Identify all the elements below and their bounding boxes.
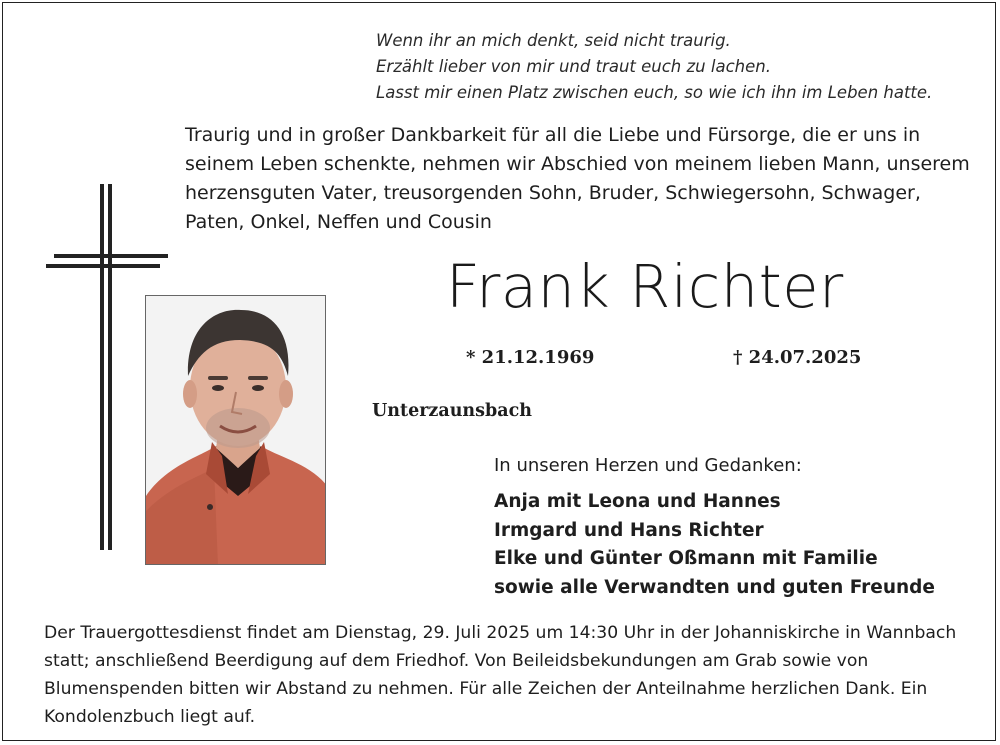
intro-text: Traurig und in großer Dankbarkeit für all die Liebe und Fürsorge, die er uns in seinem Leben schenkte, nehmen wir Abschied von meinem lieben Mann, unserem herzensguten Vater, treusorgenden Sohn, Bruder, Schwiegersohn, Schwager, Paten, Onkel, Neffen und Cousin [185,124,970,233]
mourner-line: sowie alle Verwandten und guten Freunde [494,576,935,598]
death-date: † 24.07.2025 [733,347,862,368]
mourners-list [494,488,935,602]
service-info: Der Trauergottesdienst findet am Dienstag, 29. Juli 2025 um 14:30 Uhr in der Johanniskirche in Wannbach statt; anschließend Beerdigung auf dem Friedhof. Von Beileidsbekundungen am Grab sowie von Blumenspenden bitten wir Abstand zu nehmen. Für alle Zeichen der Anteilnahme herzlichen Dank. Ein Kondolenzbuch liegt auf. [44,623,957,727]
mourner-line: Elke und Günter Oßmann mit Familie [494,548,878,569]
poem-line: Lasst mir einen Platz zwischen euch, so wie ich ihn im Leben hatte. [376,83,933,102]
portrait-photo [145,295,326,565]
deceased-name: Frank Richter [446,252,844,321]
poem-line: Wenn ihr an mich denkt, seid nicht traurig. [376,31,731,50]
hometown: Unterzaunsbach [372,401,532,421]
poem-line: Erzählt lieber von mir und traut euch zu lachen. [376,57,771,76]
birth-date: * 21.12.1969 [466,347,595,368]
mourners-heading: In unseren Herzen und Gedanken: [494,455,802,476]
mourner-line: Anja mit Leona und Hannes [494,491,781,512]
mourner-line: Irmgard und Hans Richter [494,519,764,541]
poem [376,28,932,106]
